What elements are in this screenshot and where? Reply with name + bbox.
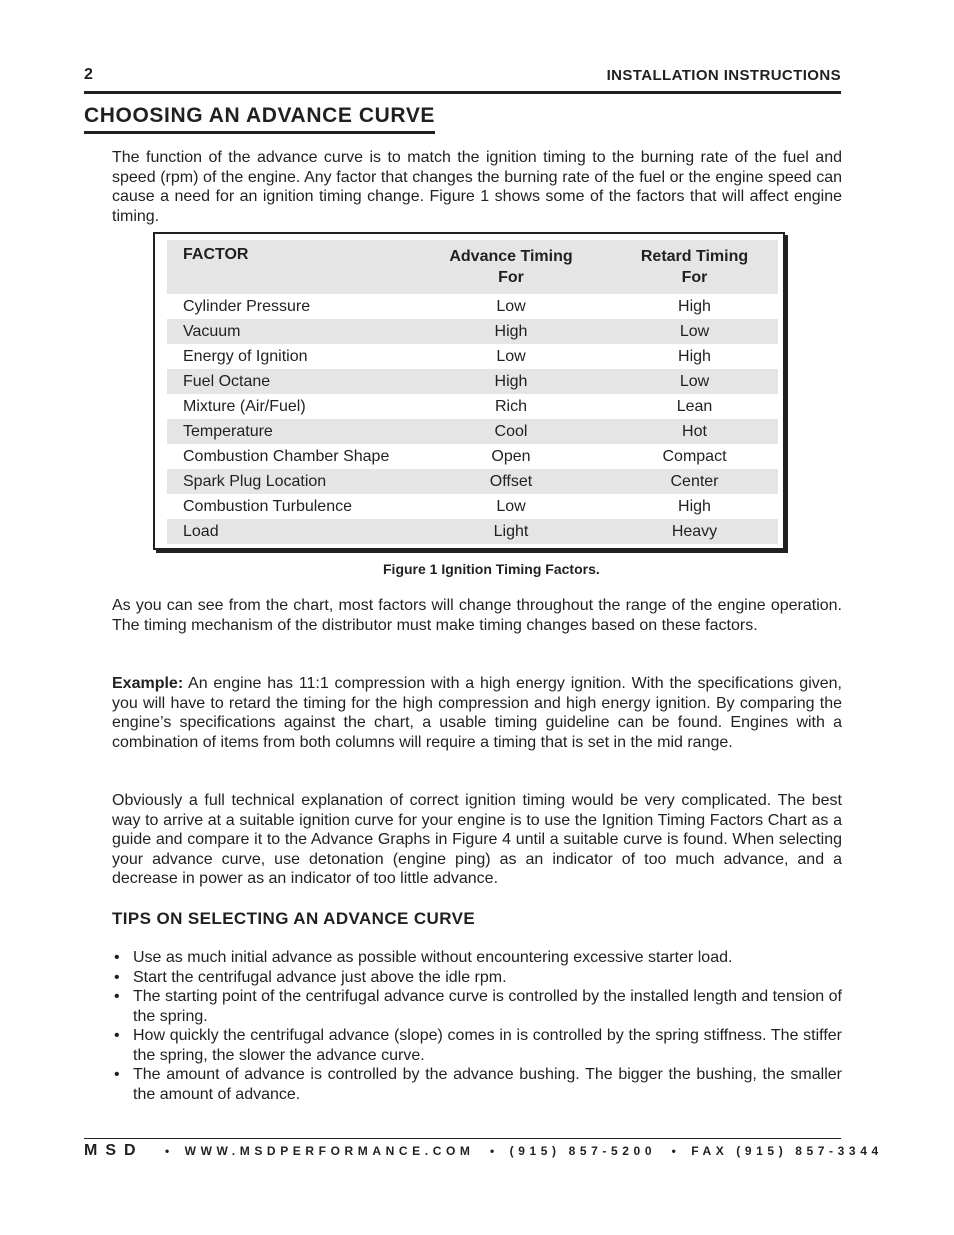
advance-cell: Light xyxy=(411,519,611,544)
example-label: Example: xyxy=(112,675,184,692)
page-number: 2 xyxy=(84,66,93,83)
timing-factors-table-frame xyxy=(153,232,785,550)
retard-cell: Lean xyxy=(676,398,713,415)
footer-phone: (915) 857-5200 xyxy=(509,1144,657,1158)
advance-cell: Low xyxy=(496,348,526,365)
advance-cell: Low xyxy=(496,298,526,315)
advance-cell: Offset xyxy=(411,469,611,494)
list-item: • Use as much initial advance as possible without encountering excessive starter load. xyxy=(112,948,842,968)
table-row xyxy=(167,294,778,319)
advance-cell: Open xyxy=(491,448,531,465)
table-row xyxy=(167,369,778,394)
factor-cell: Cylinder Pressure xyxy=(183,298,311,315)
example-text: An engine has 11:1 compression with a high energy ignition. With the specifications given, you will have to retard the timing for the high compression and high energy ignition. By comparing the engine’s specifications against the chart, a usable timing guideline can be found. Engines with a combination of items from both columns will require a timing that is set in the mid range. xyxy=(112,675,842,751)
retard-cell: Center xyxy=(611,469,778,494)
intro-paragraph: The function of the advance curve is to match the ignition timing to the burning rate of the fuel and speed (rpm) of the engine. Any factor that changes the burning rate of the fuel or the engine speed can cause a need for an ignition timing change. Figure 1 shows some of the factors that will affect engine timing. xyxy=(112,149,842,225)
footer-brand: MSD xyxy=(84,1142,144,1159)
table-row xyxy=(167,494,778,519)
retard-cell: High xyxy=(678,348,711,365)
factor-cell: Energy of Ignition xyxy=(183,348,308,365)
factor-column-header: FACTOR xyxy=(167,240,411,294)
table-row xyxy=(167,394,778,419)
footer xyxy=(84,1142,883,1160)
table-row xyxy=(167,519,778,544)
table-row xyxy=(167,319,778,344)
retard-cell: Low xyxy=(611,319,778,344)
table-row xyxy=(167,344,778,369)
header-title: INSTALLATION INSTRUCTIONS xyxy=(606,67,841,84)
footer-separator: • xyxy=(165,1144,170,1158)
retard-cell: Compact xyxy=(662,448,727,465)
tips-list xyxy=(112,948,842,1104)
factor-cell: Vacuum xyxy=(167,319,411,344)
footer-separator: • xyxy=(489,1144,495,1158)
footer-fax: FAX (915) 857-3344 xyxy=(691,1144,883,1158)
factor-cell: Combustion Turbulence xyxy=(183,498,352,515)
advance-cell: High xyxy=(411,319,611,344)
chart-explanation-paragraph: As you can see from the chart, most factors will change throughout the range of the engine operation. The timing mechanism of the distributor must make timing changes based on these factors. xyxy=(112,597,842,634)
footer-rule xyxy=(84,1138,841,1139)
list-item: • How quickly the centrifugal advance (slope) comes in is controlled by the spring stiffness. The stiffer the spring, the slower the advance curve. xyxy=(112,1026,842,1065)
factor-cell: Load xyxy=(167,519,411,544)
advance-cell: Cool xyxy=(411,419,611,444)
table-row xyxy=(167,444,778,469)
retard-cell: Low xyxy=(611,369,778,394)
factor-cell: Spark Plug Location xyxy=(167,469,411,494)
footer-website: WWW.MSDPERFORMANCE.COM xyxy=(184,1144,475,1158)
retard-cell: Heavy xyxy=(611,519,778,544)
header-rule xyxy=(84,91,841,94)
footer-separator: • xyxy=(671,1144,676,1158)
advance-column-header: Advance Timing For xyxy=(411,240,611,294)
retard-cell: Hot xyxy=(611,419,778,444)
example-paragraph xyxy=(112,674,842,752)
factor-cell: Temperature xyxy=(167,419,411,444)
table-row xyxy=(167,419,778,444)
factor-cell: Mixture (Air/Fuel) xyxy=(183,398,306,415)
timing-factors-table xyxy=(167,240,778,544)
table-header-row xyxy=(167,240,778,294)
retard-column-header: Retard Timing For xyxy=(611,240,778,294)
timing-explanation-paragraph: Obviously a full technical explanation of correct ignition timing would be very complicated. The best way to arrive at a suitable ignition curve for your engine is to use the Ignition Timing Factors Chart as a guide and compare it to the Advance Graphs in Figure 4 until a suitable curve is found. When selecting your advance curve, use detonation (engine ping) as an indicator of too much advance, and a decrease in power as an indicator of too little advance. xyxy=(112,792,842,887)
list-item: • The amount of advance is controlled by the advance bushing. The bigger the bushing, the smaller the amount of advance. xyxy=(112,1065,842,1104)
advance-cell: Low xyxy=(496,498,526,515)
retard-cell: High xyxy=(678,498,711,515)
factor-cell: Combustion Chamber Shape xyxy=(183,448,390,465)
figure-caption: Figure 1 Ignition Timing Factors. xyxy=(383,561,600,577)
list-item: • The starting point of the centrifugal advance curve is controlled by the installed length and tension of the spring. xyxy=(112,987,842,1026)
list-item: • Start the centrifugal advance just above the idle rpm. xyxy=(112,968,842,988)
table-row xyxy=(167,469,778,494)
advance-cell: Rich xyxy=(494,398,527,415)
tips-title: TIPS ON SELECTING AN ADVANCE CURVE xyxy=(112,909,476,928)
factor-cell: Fuel Octane xyxy=(167,369,411,394)
advance-cell: High xyxy=(411,369,611,394)
retard-cell: High xyxy=(678,298,711,315)
section-title: CHOOSING AN ADVANCE CURVE xyxy=(84,104,435,134)
